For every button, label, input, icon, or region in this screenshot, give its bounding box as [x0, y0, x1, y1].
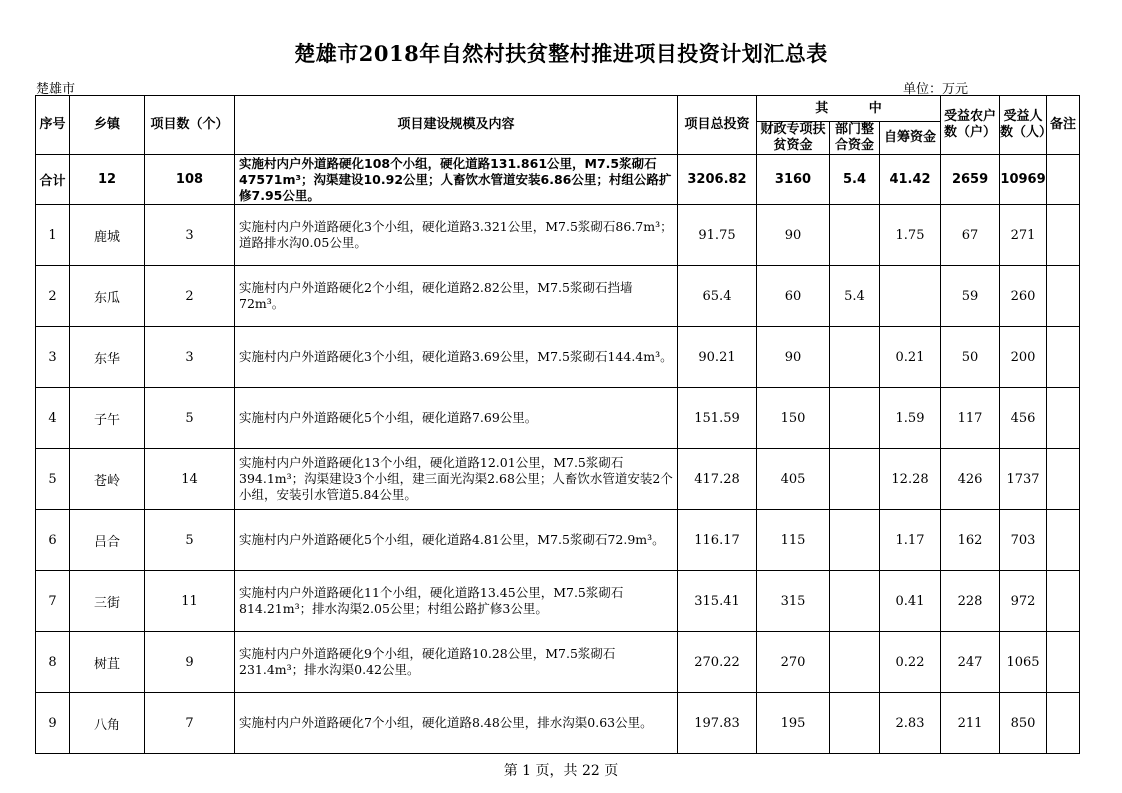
cell-count: 5: [145, 510, 235, 571]
cell-dept: [830, 388, 880, 449]
cell-seq: 合计: [36, 155, 70, 205]
cell-fiscal: 270: [757, 632, 830, 693]
table-row: [36, 510, 1080, 571]
cell-seq: 7: [36, 571, 70, 632]
cell-people: 703: [1000, 510, 1047, 571]
cell-households: 2659: [941, 155, 1000, 205]
header-count: 项目数（个）: [145, 96, 235, 155]
cell-content: 实施村内户外道路硬化9个小组，硬化道路10.28公里，M7.5浆砌石231.4m³；排水沟渠0.42公里。: [235, 632, 678, 693]
cell-town: 东瓜: [70, 266, 145, 327]
region-label: 楚雄市: [36, 82, 76, 97]
investment-table: [35, 95, 1080, 754]
cell-dept: [830, 449, 880, 510]
cell-total: 65.4: [678, 266, 757, 327]
cell-content: 实施村内户外道路硬化5个小组，硬化道路7.69公里。: [235, 388, 678, 449]
cell-people: 972: [1000, 571, 1047, 632]
cell-total: 197.83: [678, 693, 757, 754]
cell-self: 0.41: [880, 571, 941, 632]
cell-households: 67: [941, 205, 1000, 266]
cell-remark: [1047, 510, 1080, 571]
table-row: [36, 693, 1080, 754]
cell-town: 12: [70, 155, 145, 205]
table-row: [36, 632, 1080, 693]
cell-self: [880, 266, 941, 327]
cell-people: 456: [1000, 388, 1047, 449]
cell-self: 1.17: [880, 510, 941, 571]
cell-count: 7: [145, 693, 235, 754]
cell-seq: 8: [36, 632, 70, 693]
cell-town: 东华: [70, 327, 145, 388]
cell-fiscal: 315: [757, 571, 830, 632]
cell-total: 3206.82: [678, 155, 757, 205]
cell-remark: [1047, 388, 1080, 449]
cell-households: 426: [941, 449, 1000, 510]
cell-content: 实施村内户外道路硬化13个小组，硬化道路12.01公里，M7.5浆砌石394.1m³；沟渠建设3个小组，建三面光沟渠2.68公里；人畜饮水管道安装2个小组，安装引水管道5.84公里。: [235, 449, 678, 510]
cell-town: 三街: [70, 571, 145, 632]
page-title: 楚雄市2018年自然村扶贫整村推进项目投资计划汇总表: [294, 41, 828, 66]
cell-people: 1065: [1000, 632, 1047, 693]
cell-self: 12.28: [880, 449, 941, 510]
cell-fiscal: 3160: [757, 155, 830, 205]
cell-seq: 6: [36, 510, 70, 571]
cell-count: 11: [145, 571, 235, 632]
cell-town: 鹿城: [70, 205, 145, 266]
cell-content: 实施村内户外道路硬化2个小组，硬化道路2.82公里，M7.5浆砌石挡墙72m³。: [235, 266, 678, 327]
cell-fiscal: 150: [757, 388, 830, 449]
cell-fiscal: 115: [757, 510, 830, 571]
table-row: [36, 449, 1080, 510]
cell-households: 50: [941, 327, 1000, 388]
cell-remark: [1047, 266, 1080, 327]
cell-fiscal: 60: [757, 266, 830, 327]
cell-self: 41.42: [880, 155, 941, 205]
cell-seq: 1: [36, 205, 70, 266]
cell-households: 59: [941, 266, 1000, 327]
cell-total: 315.41: [678, 571, 757, 632]
cell-self: 2.83: [880, 693, 941, 754]
cell-seq: 2: [36, 266, 70, 327]
cell-people: 10969: [1000, 155, 1047, 205]
cell-households: 117: [941, 388, 1000, 449]
cell-remark: [1047, 155, 1080, 205]
cell-count: 14: [145, 449, 235, 510]
cell-town: 苍岭: [70, 449, 145, 510]
header-town: 乡镇: [70, 96, 145, 155]
cell-people: 200: [1000, 327, 1047, 388]
cell-content: 实施村内户外道路硬化108个小组，硬化道路131.861公里，M7.5浆砌石47571m³；沟渠建设10.92公里；人畜饮水管道安装6.86公里；村组公路扩修7.95公里。: [235, 155, 678, 205]
cell-dept: [830, 205, 880, 266]
cell-content: 实施村内户外道路硬化3个小组，硬化道路3.69公里，M7.5浆砌石144.4m³。: [235, 327, 678, 388]
header-total: 项目总投资: [678, 96, 757, 155]
cell-count: 9: [145, 632, 235, 693]
header-dept: 部门整合资金: [830, 122, 880, 155]
cell-remark: [1047, 205, 1080, 266]
cell-people: 260: [1000, 266, 1047, 327]
cell-self: 1.59: [880, 388, 941, 449]
table-row: [36, 205, 1080, 266]
cell-town: 树苴: [70, 632, 145, 693]
table-row: [36, 266, 1080, 327]
cell-seq: 9: [36, 693, 70, 754]
cell-households: 162: [941, 510, 1000, 571]
cell-count: 3: [145, 327, 235, 388]
cell-fiscal: 90: [757, 327, 830, 388]
cell-fiscal: 195: [757, 693, 830, 754]
header-qizhong: 其 中: [757, 96, 941, 122]
cell-households: 247: [941, 632, 1000, 693]
cell-remark: [1047, 693, 1080, 754]
cell-content: 实施村内户外道路硬化7个小组，硬化道路8.48公里，排水沟渠0.63公里。: [235, 693, 678, 754]
cell-total: 417.28: [678, 449, 757, 510]
page-footer: 第 1 页，共 22 页: [503, 763, 619, 779]
header-remark: 备注: [1047, 96, 1080, 155]
table-row: [36, 571, 1080, 632]
cell-self: 0.21: [880, 327, 941, 388]
cell-total: 116.17: [678, 510, 757, 571]
cell-self: 1.75: [880, 205, 941, 266]
table-row: [36, 327, 1080, 388]
cell-dept: 5.4: [830, 155, 880, 205]
header-households: 受益农户数（户）: [941, 96, 1000, 155]
cell-dept: [830, 327, 880, 388]
cell-total: 270.22: [678, 632, 757, 693]
header-people: 受益人数（人）: [1000, 96, 1047, 155]
cell-seq: 4: [36, 388, 70, 449]
cell-households: 211: [941, 693, 1000, 754]
cell-content: 实施村内户外道路硬化3个小组，硬化道路3.321公里，M7.5浆砌石86.7m³；道路排水沟0.05公里。: [235, 205, 678, 266]
unit-label: 单位：万元: [903, 82, 969, 97]
cell-dept: [830, 571, 880, 632]
cell-people: 271: [1000, 205, 1047, 266]
cell-remark: [1047, 632, 1080, 693]
header-content: 项目建设规模及内容: [235, 96, 678, 155]
cell-people: 850: [1000, 693, 1047, 754]
cell-seq: 3: [36, 327, 70, 388]
cell-dept: [830, 632, 880, 693]
cell-seq: 5: [36, 449, 70, 510]
cell-remark: [1047, 571, 1080, 632]
cell-count: 5: [145, 388, 235, 449]
header-fiscal: 财政专项扶贫资金: [757, 122, 830, 155]
cell-remark: [1047, 449, 1080, 510]
header-self: 自筹资金: [880, 122, 941, 155]
cell-total: 90.21: [678, 327, 757, 388]
cell-households: 228: [941, 571, 1000, 632]
cell-self: 0.22: [880, 632, 941, 693]
cell-total: 91.75: [678, 205, 757, 266]
cell-dept: [830, 693, 880, 754]
cell-dept: 5.4: [830, 266, 880, 327]
cell-count: 3: [145, 205, 235, 266]
cell-total: 151.59: [678, 388, 757, 449]
cell-fiscal: 405: [757, 449, 830, 510]
cell-fiscal: 90: [757, 205, 830, 266]
cell-dept: [830, 510, 880, 571]
cell-count: 2: [145, 266, 235, 327]
cell-content: 实施村内户外道路硬化11个小组，硬化道路13.45公里，M7.5浆砌石814.21m³；排水沟渠2.05公里；村组公路扩修3公里。: [235, 571, 678, 632]
cell-content: 实施村内户外道路硬化5个小组，硬化道路4.81公里，M7.5浆砌石72.9m³。: [235, 510, 678, 571]
table-row: [36, 388, 1080, 449]
cell-town: 吕合: [70, 510, 145, 571]
cell-remark: [1047, 327, 1080, 388]
cell-town: 子午: [70, 388, 145, 449]
header-seq: 序号: [36, 96, 70, 155]
total-row: [36, 155, 1080, 205]
cell-town: 八角: [70, 693, 145, 754]
cell-people: 1737: [1000, 449, 1047, 510]
cell-count: 108: [145, 155, 235, 205]
